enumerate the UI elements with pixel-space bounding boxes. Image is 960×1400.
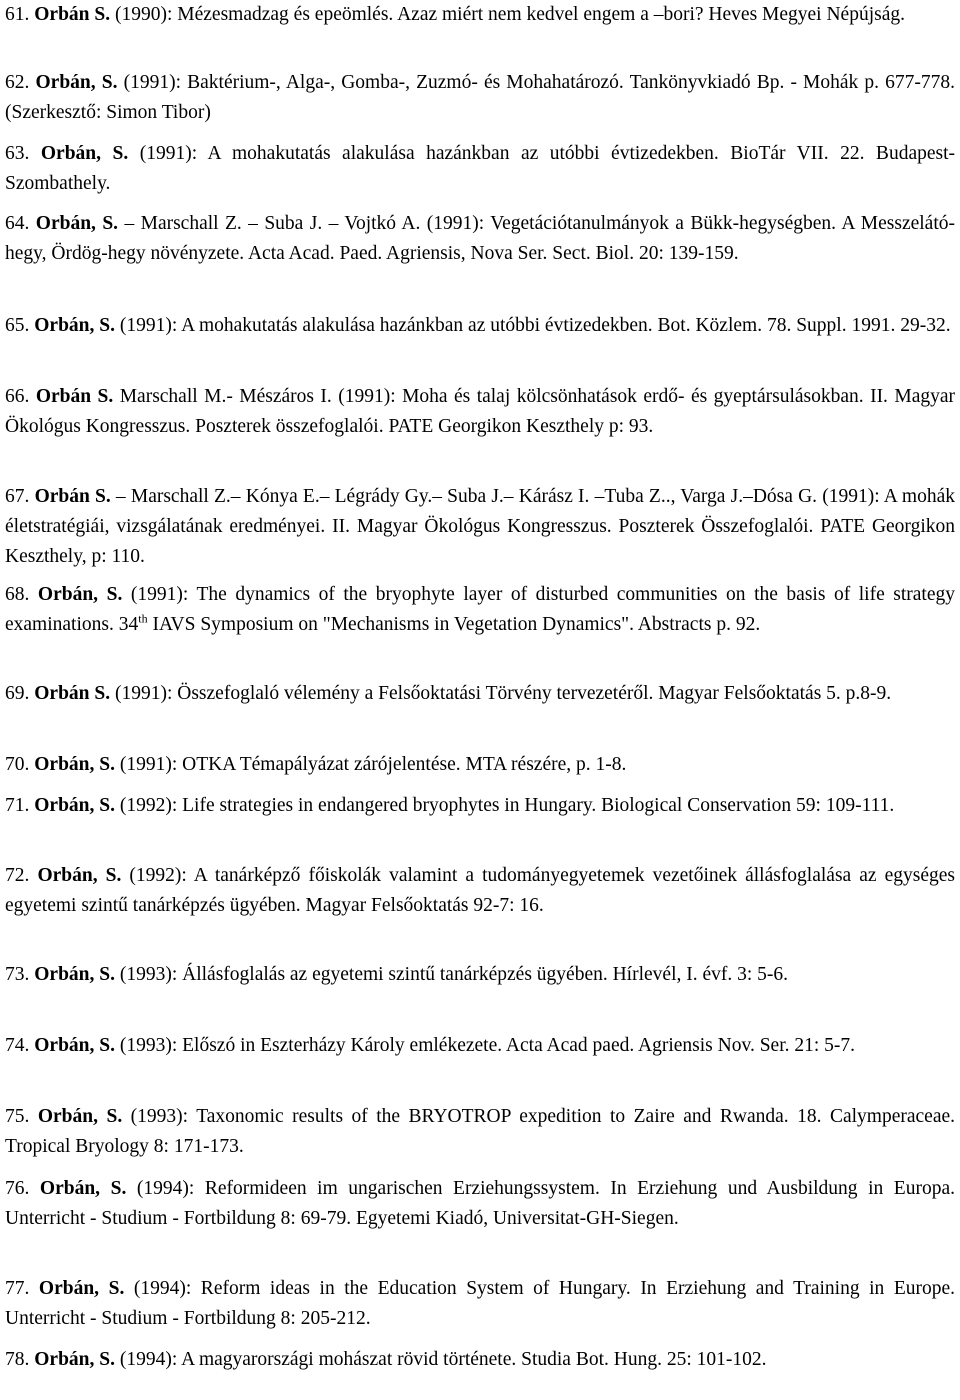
entry-author: Orbán, S. [40, 143, 129, 164]
entry-number: 66. [5, 386, 30, 407]
entry-text: (1994): A magyarországi mohászat rövid története. Studia Bot. Hung. 25: 101-102. [114, 1349, 767, 1370]
entry-text: (1993): Előszó in Eszterházy Károly emlékezete. Acta Acad paed. Agriensis Nov. Ser. 21: 5-7. [114, 1035, 856, 1056]
entry-author: Orbán, S. [37, 1106, 123, 1127]
entry-author: Orbán, S. [38, 1278, 125, 1299]
bibliography-entry-74 [5, 1031, 955, 1061]
bibliography-entry-75 [5, 1102, 955, 1162]
bibliography-entry-71 [5, 791, 955, 821]
bibliography-entry-69 [5, 679, 955, 709]
entry-number: 61. [5, 4, 30, 25]
superscript-ordinal: th [138, 611, 148, 626]
entry-number: 62. [5, 72, 30, 93]
entry-number: 69. [5, 683, 30, 704]
entry-author: Orbán, S. [34, 754, 115, 775]
entry-number: 67. [5, 486, 30, 507]
entry-text: (1991): Összefoglaló vélemény a Felsőoktatási Törvény tervezetéről. Magyar Felsőoktatás 5. p.8-9. [110, 683, 892, 704]
bibliography-entry-67 [5, 482, 955, 572]
bibliography-entry-78 [5, 1345, 955, 1375]
bibliography-entry-66 [5, 382, 955, 442]
entry-number: 71. [5, 795, 30, 816]
entry-author: Orbán, S. [35, 213, 119, 234]
entry-author: Orbán, S. [34, 795, 115, 816]
bibliography-entry-68 [5, 580, 955, 640]
entry-author: Orbán S. [35, 386, 114, 407]
entry-text: (1990): Mézesmadzag és epeömlés. Azaz miért nem kedvel engem a –bori? Heves Megyei Népújság. [110, 4, 905, 25]
entry-text: (1993): Taxonomic results of the BRYOTROP expedition to Zaire and Rwanda. 18. Calymperaceae. Tropical Bryology 8: 171-173. [5, 1106, 956, 1157]
entry-number: 63. [5, 143, 30, 164]
entry-text: (1993): Állásfoglalás az egyetemi szintű tanárképzés ügyében. Hírlevél, I. évf. 3: 5-6. [114, 964, 789, 985]
entry-text: (1991): OTKA Témapályázat zárójelentése. MTA részére, p. 1-8. [114, 754, 627, 775]
entry-text: Marschall M.- Mészáros I. (1991): Moha és talaj kölcsönhatások erdő- és gyeptársulásokban. II. Magyar Ökológus Kongresszus. Poszterek összefoglalói. PATE Georgikon Keszthely p: 93. [5, 386, 956, 437]
entry-number: 64. [5, 213, 30, 234]
bibliography-entry-76 [5, 1174, 955, 1234]
entry-number: 78. [5, 1349, 30, 1370]
entry-author: Orbán, S. [34, 1349, 115, 1370]
entry-number: 73. [5, 964, 30, 985]
entry-text: (1991): The dynamics of the bryophyte layer of disturbed communities on the basis of life strategy examinations. 34 [5, 584, 956, 635]
entry-author: Orbán S. [34, 486, 111, 507]
entry-author: Orbán, S. [35, 72, 118, 93]
entry-number: 68. [5, 584, 30, 605]
entry-text: – Marschall Z. – Suba J. – Vojtkó A. (1991): Vegetációtanulmányok a Bükk-hegységben. A Messzelátó-hegy, Ördög-hegy növényzete. Acta Acad. Paed. Agriensis, Nova Ser. Sect. Biol. 20: 139-159. [5, 213, 955, 264]
entry-text: (1991): A mohakutatás alakulása hazánkban az utóbbi évtizedekben. BioTár VII. 22. Budapest-Szombathely. [5, 143, 956, 194]
entry-author: Orbán S. [34, 683, 111, 704]
entry-text: – Marschall Z.– Kónya E.– Légrády Gy.– Suba J.– Kárász I. –Tuba Z.., Varga J.–Dósa G. (1991): A mohák életstratégiái, vizsgálatának eredményei. II. Magyar Ökológus Kongresszus. Poszterek Összefoglalói. PATE Georgikon Keszthely, p: 110. [5, 486, 955, 567]
entry-text: (1992): Life strategies in endangered bryophytes in Hungary. Biological Conservation 59: 109-111. [114, 795, 895, 816]
entry-author: Orbán, S. [37, 865, 122, 886]
entry-number: 70. [5, 754, 30, 775]
bibliography-entry-77 [5, 1274, 955, 1334]
entry-text: (1992): A tanárképző főiskolák valamint a tudományegyetemek vezetőinek állásfoglalása az egységes egyetemi szintű tanárképzés ügyében. Magyar Felsőoktatás 92-7: 16. [5, 865, 956, 916]
entry-author: Orbán, S. [34, 1035, 115, 1056]
bibliography-entry-63 [5, 139, 955, 199]
entry-number: 77. [5, 1278, 30, 1299]
entry-author: Orbán, S. [39, 1178, 127, 1199]
entry-number: 65. [5, 315, 30, 336]
entry-text: (1991): Baktérium-, Alga-, Gomba-, Zuzmó- és Mohahatározó. Tankönyvkiadó Bp. - Mohák p. 677-778. (Szerkesztő: Simon Tibor) [5, 72, 956, 123]
bibliography-entry-61 [5, 0, 955, 30]
bibliography-entry-65 [5, 311, 955, 341]
entry-text: (1994): Reform ideas in the Education System of Hungary. In Erziehung and Training in Europe. Unterricht - Studium - Fortbildung 8: 205-212. [5, 1278, 956, 1329]
entry-number: 76. [5, 1178, 30, 1199]
entry-number: 75. [5, 1106, 30, 1127]
entry-author: Orbán S. [34, 4, 111, 25]
bibliography-entry-62 [5, 68, 955, 128]
entry-author: Orbán, S. [34, 964, 115, 985]
entry-number: 72. [5, 865, 30, 886]
entry-text-continued: IAVS Symposium on "Mechanisms in Vegetation Dynamics". Abstracts p. 92. [147, 614, 761, 635]
entry-text: (1991): A mohakutatás alakulása hazánkban az utóbbi évtizedekben. Bot. Közlem. 78. Suppl. 1991. 29-32. [114, 315, 951, 336]
entry-author: Orbán, S. [34, 315, 115, 336]
entry-text: (1994): Reformideen im ungarischen Erziehungssystem. In Erziehung und Ausbildung in Europa. Unterricht - Studium - Fortbildung 8: 69-79. Egyetemi Kiadó, Universitat-GH-Siegen. [5, 1178, 955, 1229]
bibliography-entry-72 [5, 861, 955, 921]
bibliography-entry-64 [5, 209, 955, 269]
bibliography-entry-70 [5, 750, 955, 780]
entry-author: Orbán, S. [37, 584, 123, 605]
entry-number: 74. [5, 1035, 30, 1056]
bibliography-entry-73 [5, 960, 955, 990]
